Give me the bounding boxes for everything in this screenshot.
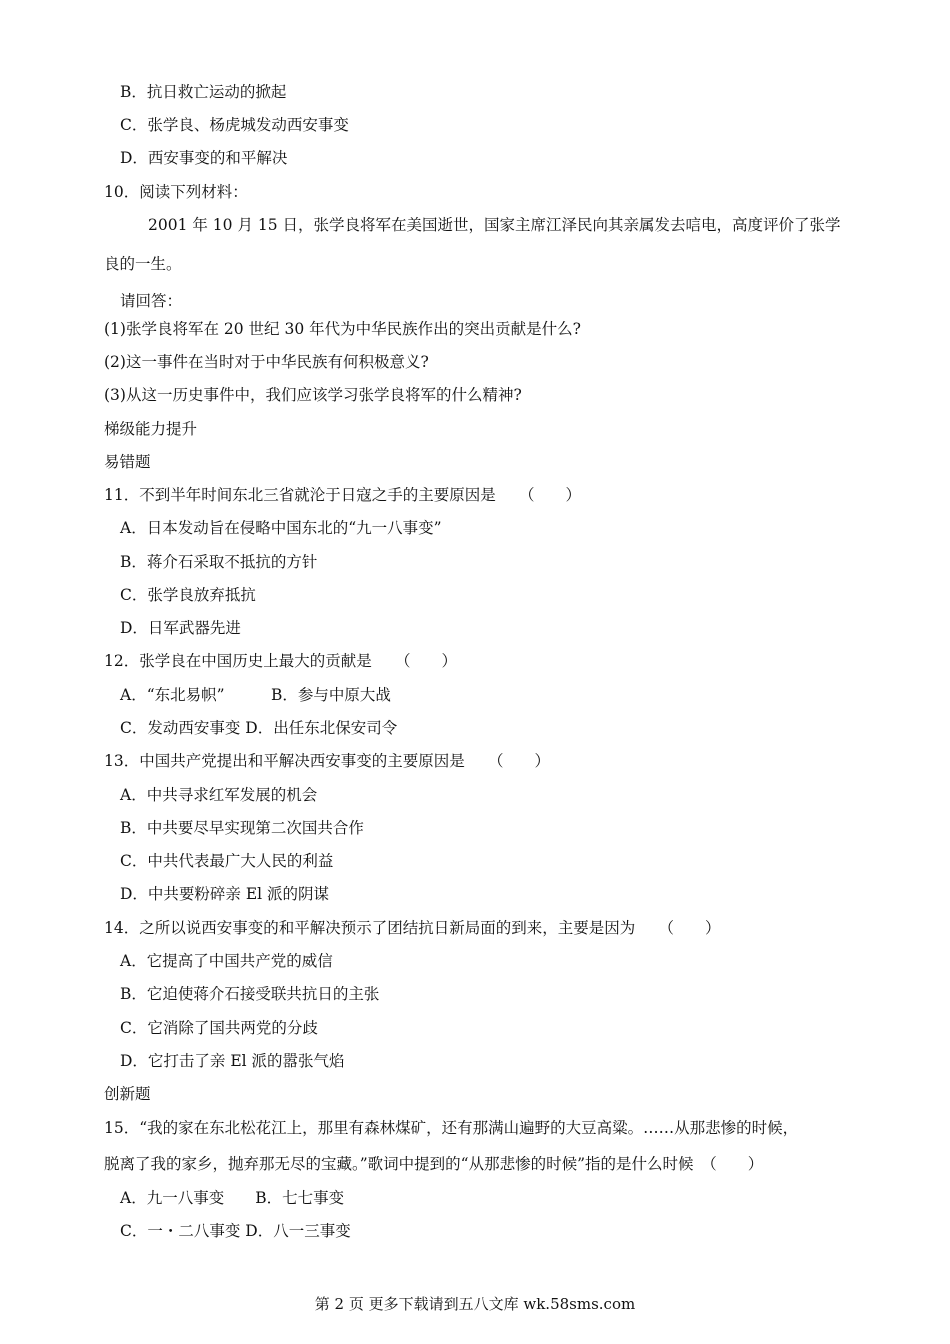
q15-stem-line2: 脱离了我的家乡，抛弃那无尽的宝藏。”歌词中提到的“从那悲惨的时候”指的是什么时候 （ ） [104, 1155, 764, 1173]
q9-option-d: D．西安事变的和平解决 [120, 149, 288, 167]
q11-option-a: A．日本发动旨在侵略中国东北的“九一八事变” [120, 519, 442, 537]
q10-stem: 10．阅读下列材料： [104, 183, 248, 201]
q14-option-c: C．它消除了国共两党的分歧 [120, 1019, 318, 1037]
q10-prompt: 请回答： [120, 292, 183, 310]
q13-option-d: D．中共要粉碎亲 El 派的阴谋 [120, 885, 330, 903]
q12-stem: 12．张学良在中国历史上最大的贡献是 （ ） [104, 652, 457, 670]
q11-stem: 11．不到半年时间东北三省就沦于日寇之手的主要原因是 （ ） [104, 486, 581, 504]
q10-sub1: (1)张学良将军在 20 世纪 30 年代为中华民族作出的突出贡献是什么? [104, 320, 581, 338]
q14-option-b: B．它迫使蒋介石接受联共抗日的主张 [120, 985, 380, 1003]
q14-option-a: A．它提高了中国共产党的威信 [120, 952, 333, 970]
q13-stem: 13．中国共产党提出和平解决西安事变的主要原因是 （ ） [104, 752, 550, 770]
q10-sub2: (2)这一事件在当时对于中华民族有何积极意义? [104, 353, 429, 371]
q15-stem-line1: 15．“我的家在东北松花江上，那里有森林煤矿，还有那满山遍野的大豆高粱。……从那悲惨的时候， [104, 1119, 799, 1137]
q9-option-b: B．抗日救亡运动的掀起 [120, 83, 287, 101]
section-innovation-heading: 创新题 [104, 1085, 151, 1103]
q10-material-line2: 良的一生。 [104, 255, 182, 273]
q14-stem: 14．之所以说西安事变的和平解决预示了团结抗日新局面的到来，主要是因为 （ ） [104, 919, 721, 937]
q10-material-line1: 2001 年 10 月 15 日，张学良将军在美国逝世，国家主席江泽民向其亲属发去唁电，高度评价了张学 [148, 216, 841, 234]
section-error-heading: 易错题 [104, 453, 151, 471]
page-footer: 第 2 页 更多下载请到五八文库 wk.58sms.com [314, 1295, 636, 1313]
q13-option-a: A．中共寻求红军发展的机会 [120, 786, 318, 804]
q11-option-b: B．蒋介石采取不抵抗的方针 [120, 553, 318, 571]
q12-options-cd: C．发动西安事变 D．出任东北保安司令 [120, 719, 398, 737]
q13-option-b: B．中共要尽早实现第二次国共合作 [120, 819, 364, 837]
q12-options-ab: A．“东北易帜” B．参与中原大战 [120, 686, 391, 704]
q10-sub3: (3)从这一历史事件中，我们应该学习张学良将军的什么精神? [104, 386, 522, 404]
section-ladder-heading: 梯级能力提升 [104, 420, 198, 438]
q15-options-cd: C．一・二八事变 D．八一三事变 [120, 1222, 351, 1240]
q13-option-c: C．中共代表最广大人民的利益 [120, 852, 334, 870]
q9-option-c: C．张学良、杨虎城发动西安事变 [120, 116, 349, 134]
q15-options-ab: A．九一八事变 B．七七事变 [120, 1189, 345, 1207]
q11-option-d: D．日军武器先进 [120, 619, 241, 637]
q14-option-d: D．它打击了亲 El 派的嚣张气焰 [120, 1052, 345, 1070]
q11-option-c: C．张学良放弃抵抗 [120, 586, 256, 604]
